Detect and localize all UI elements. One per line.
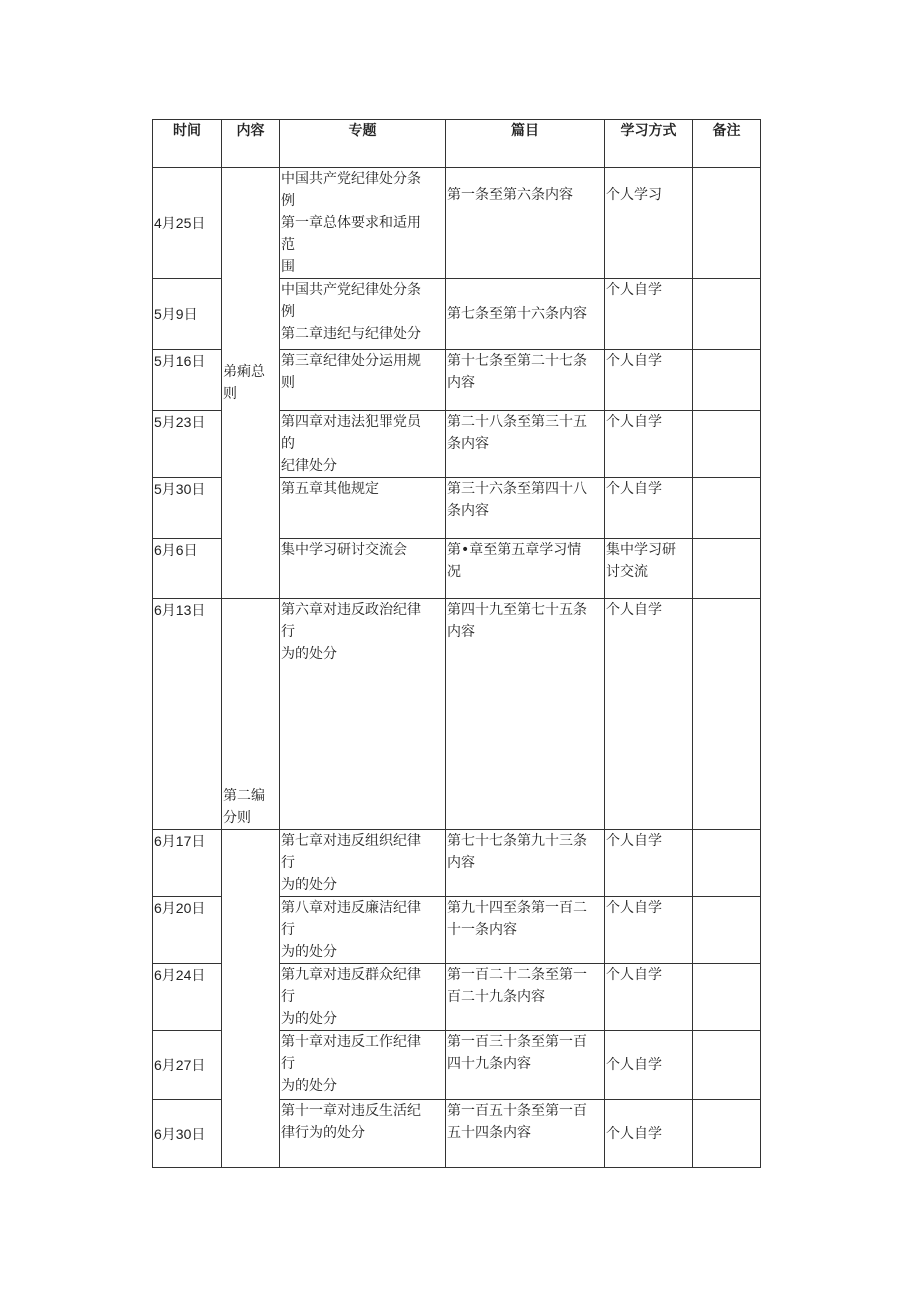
chapter-cell: 第七条至第十六条内容 bbox=[446, 279, 605, 350]
header-method: 学习方式 bbox=[605, 120, 693, 168]
topic-cell: 中国共产党纪律处分条 例 第二章违纪与纪律处分 bbox=[280, 279, 446, 350]
header-content: 内容 bbox=[222, 120, 280, 168]
date-cell: 5月23日 bbox=[153, 411, 222, 478]
method-cell: 个人自学 bbox=[605, 599, 693, 830]
method-cell: 个人自学 bbox=[605, 279, 693, 350]
method-cell: 个人自学 bbox=[605, 830, 693, 897]
topic-cell: 第十章对违反工作纪律 行 为的处分 bbox=[280, 1031, 446, 1100]
date-cell: 6月17日 bbox=[153, 830, 222, 897]
study-schedule-table bbox=[152, 119, 761, 1168]
chapter-cell: 第二十八条至第三十五 条内容 bbox=[446, 411, 605, 478]
note-cell bbox=[693, 411, 761, 478]
topic-cell: 中国共产党纪律处分条 例 第一章总体要求和适用 范 围 bbox=[280, 168, 446, 279]
method-cell: 个人自学 bbox=[605, 1100, 693, 1168]
topic-cell: 第九章对违反群众纪律 行 为的处分 bbox=[280, 964, 446, 1031]
topic-cell: 第五章其他规定 bbox=[280, 478, 446, 539]
method-cell: 个人自学 bbox=[605, 478, 693, 539]
method-cell: 个人自学 bbox=[605, 964, 693, 1031]
section-cell-specific: 第二编 分则 bbox=[222, 599, 280, 830]
section-cell-general: 弟痢总 则 bbox=[222, 168, 280, 599]
header-chapter: 篇目 bbox=[446, 120, 605, 168]
method-cell: 个人自学 bbox=[605, 897, 693, 964]
chapter-cell: 第三十六条至第四十八 条内容 bbox=[446, 478, 605, 539]
note-cell bbox=[693, 1100, 761, 1168]
method-cell: 个人自学 bbox=[605, 411, 693, 478]
method-cell: 集中学习研 讨交流 bbox=[605, 539, 693, 599]
date-cell: 5月30日 bbox=[153, 478, 222, 539]
date-cell: 4月25日 bbox=[153, 168, 222, 279]
date-cell: 6月24日 bbox=[153, 964, 222, 1031]
chapter-cell: 第四十九至第七十五条 内容 bbox=[446, 599, 605, 830]
date-cell: 6月6日 bbox=[153, 539, 222, 599]
note-cell bbox=[693, 599, 761, 830]
note-cell bbox=[693, 350, 761, 411]
date-cell: 6月13日 bbox=[153, 599, 222, 830]
topic-cell: 第三章纪律处分运用规 则 bbox=[280, 350, 446, 411]
section-cell-blank bbox=[222, 830, 280, 1168]
date-cell: 6月30日 bbox=[153, 1100, 222, 1168]
note-cell bbox=[693, 168, 761, 279]
topic-cell: 集中学习研讨交流会 bbox=[280, 539, 446, 599]
header-note: 备注 bbox=[693, 120, 761, 168]
header-topic: 专题 bbox=[280, 120, 446, 168]
note-cell bbox=[693, 830, 761, 897]
note-cell bbox=[693, 539, 761, 599]
topic-cell: 第四章对违法犯罪党员 的 纪律处分 bbox=[280, 411, 446, 478]
topic-cell: 第十一章对违反生活纪 律行为的处分 bbox=[280, 1100, 446, 1168]
date-cell: 6月20日 bbox=[153, 897, 222, 964]
chapter-cell: 第一百五十条至第一百 五十四条内容 bbox=[446, 1100, 605, 1168]
method-cell: 个人自学 bbox=[605, 1031, 693, 1100]
chapter-cell: 第十七条至第二十七条 内容 bbox=[446, 350, 605, 411]
date-cell: 5月9日 bbox=[153, 279, 222, 350]
table-header-row bbox=[153, 120, 761, 168]
table-row bbox=[153, 168, 761, 279]
note-cell bbox=[693, 279, 761, 350]
note-cell bbox=[693, 964, 761, 1031]
chapter-cell: 第一条至第六条内容 bbox=[446, 168, 605, 279]
date-cell: 6月27日 bbox=[153, 1031, 222, 1100]
method-cell: 个人自学 bbox=[605, 350, 693, 411]
note-cell bbox=[693, 478, 761, 539]
method-cell: 个人学习 bbox=[605, 168, 693, 279]
topic-cell: 第六章对违反政治纪律 行 为的处分 bbox=[280, 599, 446, 830]
table-row bbox=[153, 830, 761, 897]
date-cell: 5月16日 bbox=[153, 350, 222, 411]
chapter-cell: 第•章至第五章学习情 况 bbox=[446, 539, 605, 599]
header-time: 时间 bbox=[153, 120, 222, 168]
chapter-cell: 第七十七条第九十三条 内容 bbox=[446, 830, 605, 897]
note-cell bbox=[693, 897, 761, 964]
table-row bbox=[153, 599, 761, 830]
topic-cell: 第八章对违反廉洁纪律 行 为的处分 bbox=[280, 897, 446, 964]
note-cell bbox=[693, 1031, 761, 1100]
topic-cell: 第七章对违反组织纪律 行 为的处分 bbox=[280, 830, 446, 897]
chapter-cell: 第一百二十二条至第一 百二十九条内容 bbox=[446, 964, 605, 1031]
chapter-cell: 第九十四至条第一百二 十一条内容 bbox=[446, 897, 605, 964]
chapter-cell: 第一百三十条至第一百 四十九条内容 bbox=[446, 1031, 605, 1100]
